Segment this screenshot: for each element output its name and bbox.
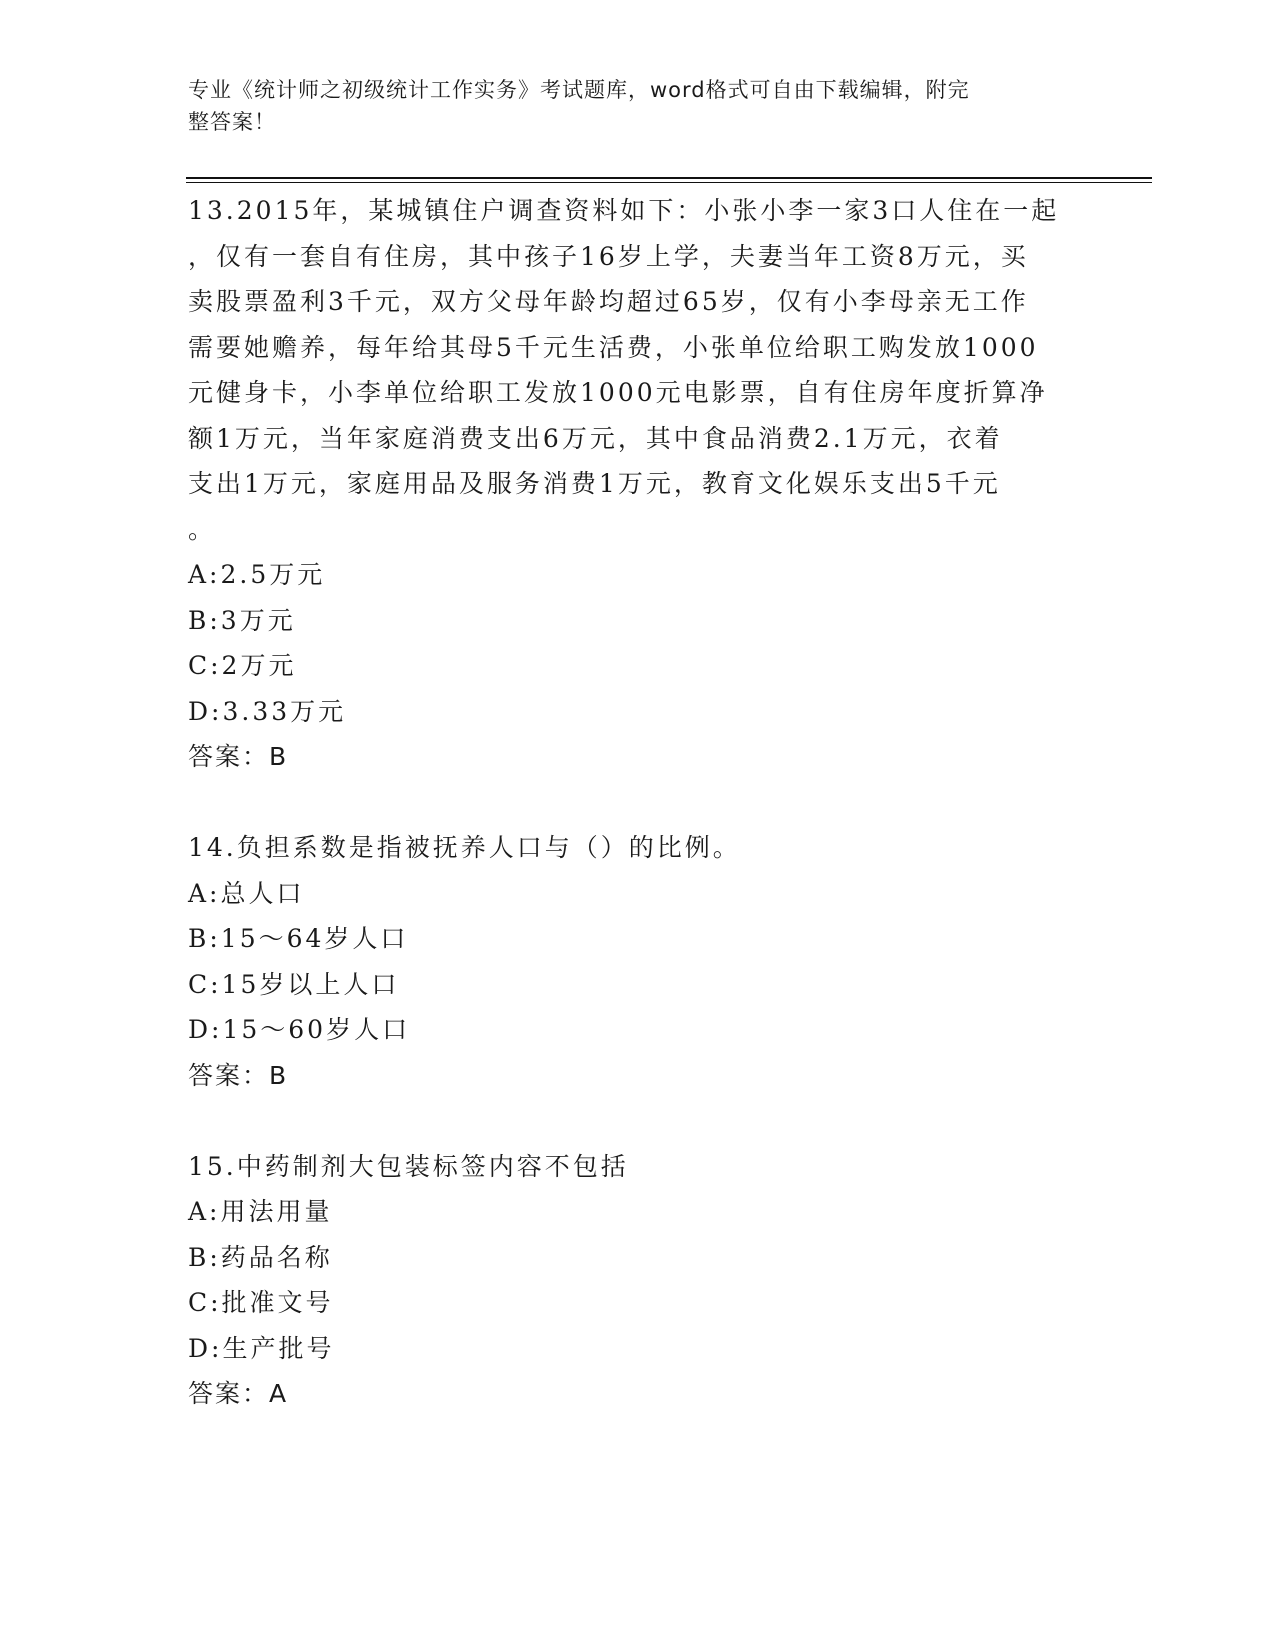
option-c: C:2万元 [188,651,297,680]
question-stem-line: 需要她赡养，每年给其母5千元生活费，小张单位给职工购发放1000 [188,332,1039,362]
answer-line: 答案：B [188,1060,289,1090]
question-stem-line: 支出1万元，家庭用品及服务消费1万元，教育文化娱乐支出5千元 [188,469,1001,498]
option-c: C:15岁以上人口 [188,969,400,999]
option-b: B:15～64岁人口 [188,924,409,953]
question-14 [188,825,1088,1098]
question-list [188,188,1088,1417]
question-13 [188,188,1088,780]
question-stem-line: 。 [188,514,217,544]
question-stem-line: ，仅有一套自有住房，其中孩子16岁上学，夫妻当年工资8万元，买 [188,241,1029,271]
question-spacer [188,1098,1088,1144]
question-stem-line: 额1万元，当年家庭消费支出6万元，其中食品消费2.1万元，衣着 [188,423,1003,453]
question-15 [188,1144,1088,1417]
option-a: A:2.5万元 [188,560,326,589]
answer-line: 答案：B [188,742,289,771]
header-divider-thick [186,177,1152,179]
question-stem-line: 14.负担系数是指被抚养人口与（）的比例。 [188,833,741,862]
question-stem-line: 卖股票盈利3千元，双方父母年龄均超过65岁，仅有小李母亲无工作 [188,287,1029,316]
option-c: C:批准文号 [188,1288,334,1317]
option-a: A:总人口 [188,878,305,908]
option-d: D:生产批号 [188,1333,335,1363]
header-line-2: 整答案！ [188,110,276,134]
option-d: D:15～60岁人口 [188,1015,411,1044]
option-b: B:药品名称 [188,1242,333,1272]
document-header [188,74,1068,138]
question-stem-line: 15.中药制剂大包装标签内容不包括 [188,1151,629,1181]
question-spacer [188,780,1088,826]
option-d: D:3.33万元 [188,696,347,726]
option-a: A:用法用量 [188,1197,333,1226]
answer-line: 答案：A [188,1379,289,1408]
header-line-1: 专业《统计师之初级统计工作实务》考试题库，word格式可自由下载编辑，附完 [188,78,970,102]
option-b: B:3万元 [188,605,296,635]
header-divider-thin [186,182,1152,183]
question-stem-line: 13.2015年，某城镇住户调查资料如下：小张小李一家3口人住在一起 [188,196,1060,225]
question-stem-line: 元健身卡，小李单位给职工发放1000元电影票，自有住房年度折算净 [188,378,1048,407]
